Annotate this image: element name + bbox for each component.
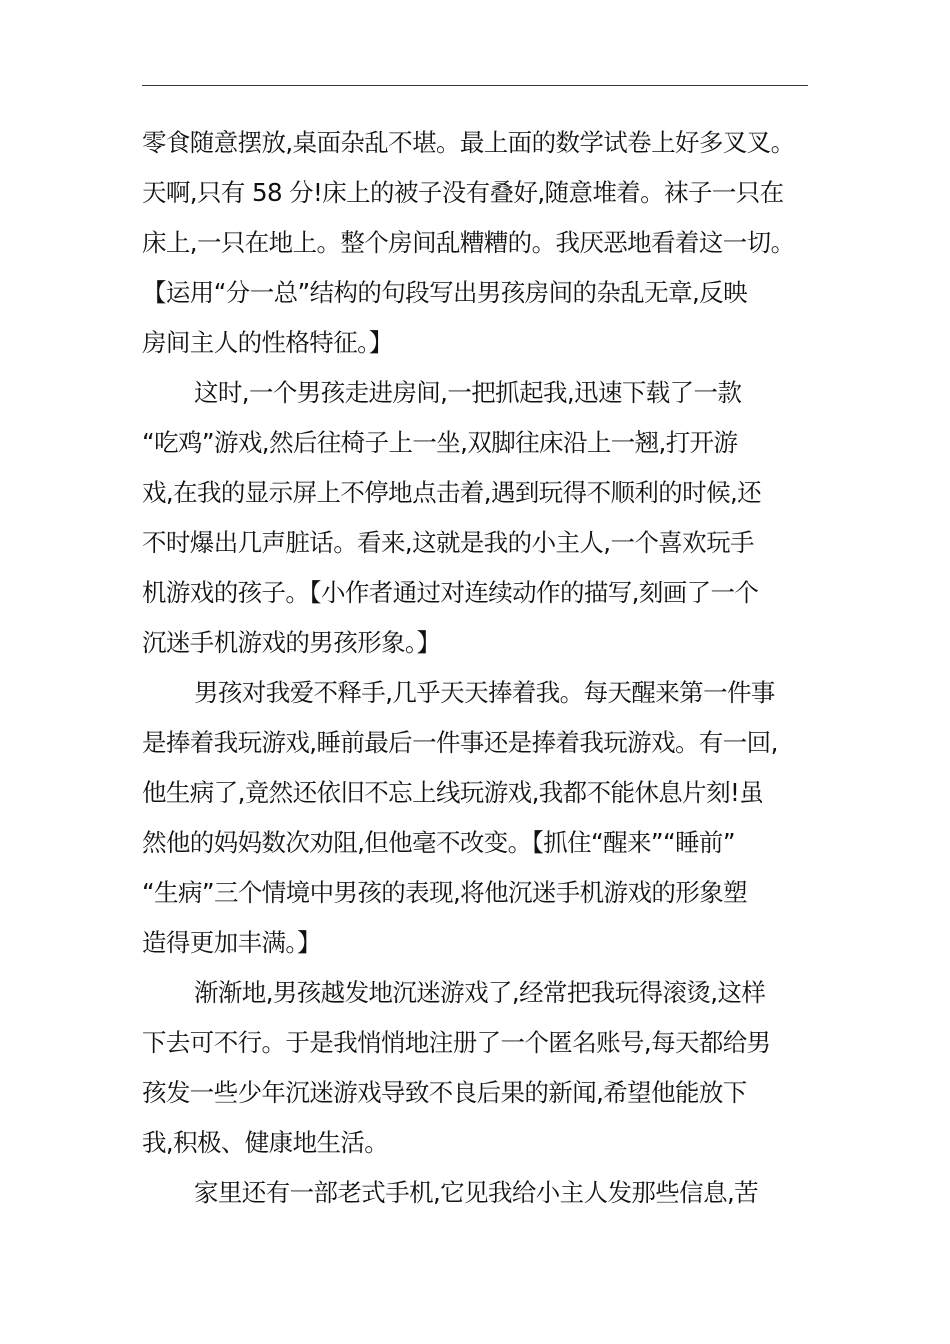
text-line: 他生病了,竟然还依旧不忘上线玩游戏,我都不能休息片刻!虽: [142, 778, 764, 807]
annotation-line: 【运用“分一总”结构的句段写出男孩房间的杂乱无章,反映: [142, 278, 747, 307]
paragraph-start-line: 渐渐地,男孩越发地沉迷游戏了,经常把我玩得滚烫,这样: [194, 978, 766, 1007]
annotation-line: “生病”三个情境中男孩的表现,将他沉迷手机游戏的形象塑: [142, 878, 747, 907]
text-line: 戏,在我的显示屏上不停地点击着,遇到玩得不顺利的时候,还: [142, 478, 762, 507]
text-line: 下去可不行。于是我悄悄地注册了一个匿名账号,每天都给男: [142, 1028, 771, 1057]
text-line: 我,积极、健康地生活。: [142, 1128, 389, 1157]
paragraph-start-line: 男孩对我爱不释手,几乎天天捧着我。每天醒来第一件事: [194, 678, 775, 707]
header-rule: [142, 85, 808, 86]
paragraph-start-line: 家里还有一部老式手机,它见我给小主人发那些信息,苦: [194, 1178, 759, 1207]
annotation-line: 造得更加丰满。】: [142, 928, 321, 957]
annotation-line: 房间主人的性格特征。】: [142, 328, 393, 357]
annotation-line: 沉迷手机游戏的男孩形象。】: [142, 628, 441, 657]
text-line: 零食随意摆放,桌面杂乱不堪。最上面的数学试卷上好多叉叉。: [142, 128, 795, 157]
text-line: 床上,一只在地上。整个房间乱糟糟的。我厌恶地看着这一切。: [142, 228, 795, 257]
text-line: 天啊,只有 58 分!床上的被子没有叠好,随意堆着。袜子一只在: [142, 178, 784, 207]
essay-body: [142, 118, 812, 1218]
text-line: 是捧着我玩游戏,睡前最后一件事还是捧着我玩游戏。有一回,: [142, 728, 778, 757]
text-line: 孩发一些少年沉迷游戏导致不良后果的新闻,希望他能放下: [142, 1078, 747, 1107]
text-line: 然他的妈妈数次劝阻,但他毫不改变。【抓住“醒来”“睡前”: [142, 828, 736, 857]
text-line: 不时爆出几声脏话。看来,这就是我的小主人,一个喜欢玩手: [142, 528, 754, 557]
text-line: “吃鸡”游戏,然后往椅子上一坐,双脚往床沿上一翘,打开游: [142, 428, 738, 457]
paragraph-start-line: 这时,一个男孩走进房间,一把抓起我,迅速下载了一款: [194, 378, 742, 407]
text-line: 机游戏的孩子。【小作者通过对连续动作的描写,刻画了一个: [142, 578, 759, 607]
